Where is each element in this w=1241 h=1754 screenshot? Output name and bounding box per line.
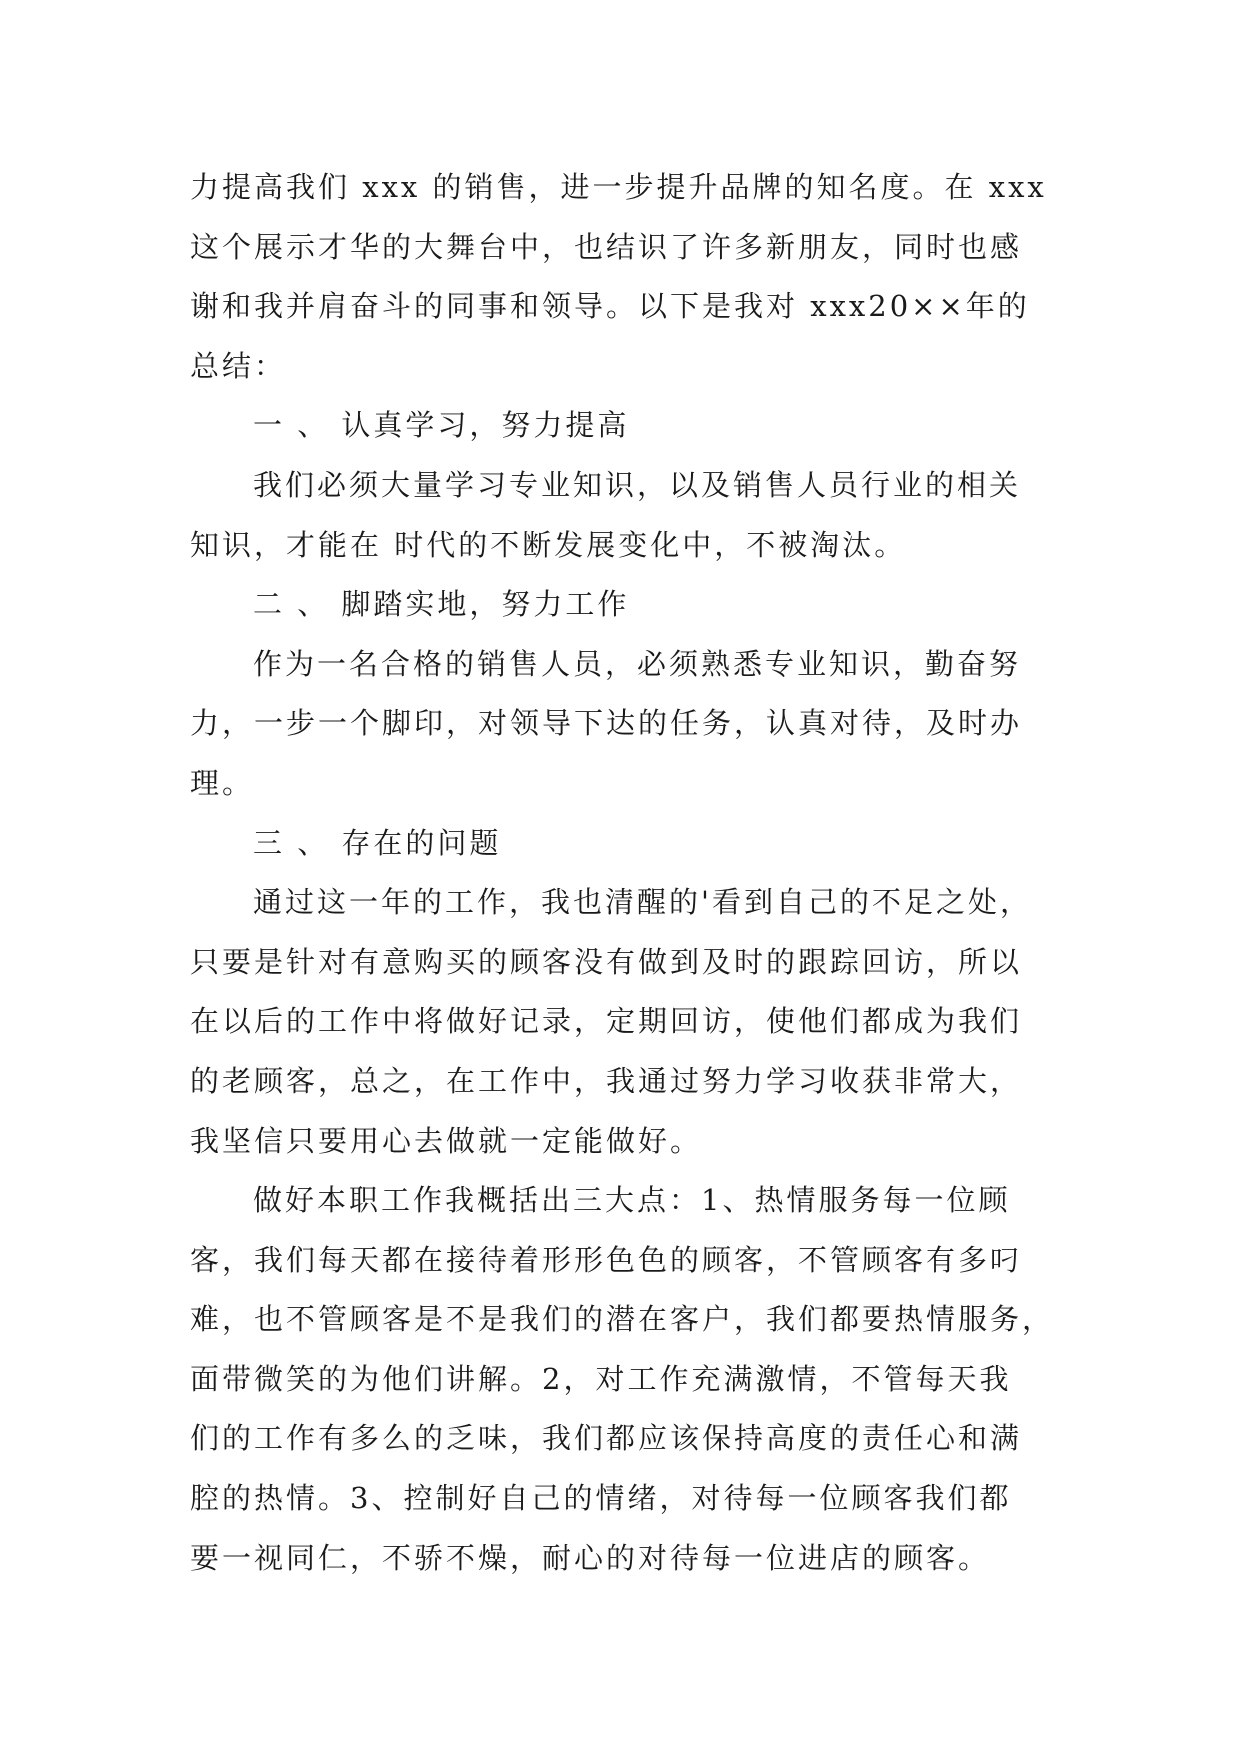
text-line: 知识，才能在 时代的不断发展变化中，不被淘汰。: [190, 527, 907, 562]
text-line: 谢和我并肩奋斗的同事和领导。以下是我对 xxx20××年的: [190, 289, 1030, 324]
section-heading-2: 二 、 脚踏实地，努力工作: [253, 587, 630, 622]
text-line: 力提高我们 xxx 的销售，进一步提升品牌的知名度。在 xxx: [190, 170, 1047, 204]
text-line: 难，也不管顾客是不是我们的潜在客户，我们都要热情服务，: [190, 1302, 1055, 1337]
text-line: 要一视同仁，不骄不燥，耐心的对待每一位进店的顾客。: [190, 1540, 991, 1575]
text-line: 只要是针对有意购买的顾客没有做到及时的跟踪回访，所以: [190, 944, 1023, 979]
text-line: 在以后的工作中将做好记录，定期回访，使他们都成为我们: [190, 1004, 1023, 1039]
text-line: 力，一步一个脚印，对领导下达的任务，认真对待，及时办: [190, 706, 1023, 741]
section-heading-3: 三 、 存在的问题: [253, 825, 502, 860]
text-line: 作为一名合格的销售人员，必须熟悉专业知识，勤奋努: [253, 646, 1022, 681]
text-line: 通过这一年的工作，我也清醒的'看到自己的不足之处，: [253, 885, 1032, 920]
text-line: 总结：: [190, 348, 287, 383]
text-line: 们的工作有多么的乏味，我们都应该保持高度的责任心和满: [190, 1421, 1023, 1456]
document-body: [190, 158, 1070, 1588]
text-line: 的老顾客，总之，在工作中，我通过努力学习收获非常大，: [190, 1063, 1023, 1098]
text-line: 腔的热情。3、控制好自己的情绪，对待每一位顾客我们都: [190, 1481, 1012, 1516]
text-line: 做好本职工作我概括出三大点：1、热情服务每一位顾: [253, 1183, 1011, 1218]
text-line: 理。: [190, 765, 255, 800]
text-line: 这个展示才华的大舞台中，也结识了许多新朋友，同时也感: [190, 229, 1023, 264]
text-line: 我们必须大量学习专业知识，以及销售人员行业的相关: [253, 467, 1022, 502]
section-heading-1: 一 、 认真学习，努力提高: [253, 408, 630, 443]
text-line: 客，我们每天都在接待着形形色色的顾客，不管顾客有多叼: [190, 1242, 1023, 1277]
text-line: 面带微笑的为他们讲解。2，对工作充满激情，不管每天我: [190, 1361, 1012, 1396]
text-line: 我坚信只要用心去做就一定能做好。: [190, 1123, 703, 1158]
